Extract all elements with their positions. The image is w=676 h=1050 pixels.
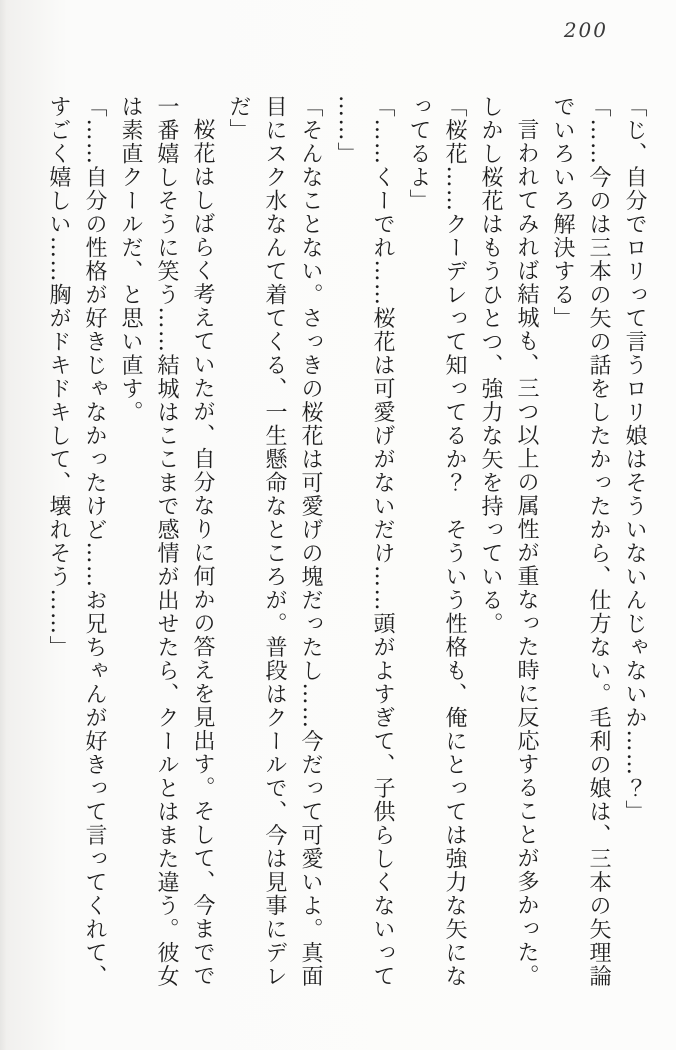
text-line: ってるよ」 <box>406 95 431 213</box>
text-line: すごく嬉しい……胸がドキドキして、壊れそう……」 <box>46 95 71 659</box>
text-line: 「……自分の性格が好きじゃなかったけど……お兄ちゃんが好きって言ってくれて、 <box>82 95 107 988</box>
text-line: 「そんなことない。さっきの桜花は可愛げの塊だったし……今だって可愛いよ。真面 <box>298 95 323 988</box>
text-line: 「じ、自分でロリって言うロリ娘はそういないんじゃないか……？」 <box>622 95 647 824</box>
text-line: ……」 <box>334 95 359 166</box>
text-line: 目にスク水なんて着てくる、一生懸命なところが。普段はクールで、今は見事にデレ <box>262 95 287 988</box>
text-line: 桜花はしばらく考えていたが、自分なりに何かの答えを見出す。そして、今までで <box>190 118 215 988</box>
text-line: 一番嬉しそうに笑う……結城はここまで感情が出せたら、クールとはまた違う。彼女 <box>154 95 179 988</box>
text-line: しかし桜花はもうひとつ、強力な矢を持っている。 <box>478 95 503 636</box>
text-line: 「……くーでれ……桜花は可愛げがないだけ……頭がよすぎて、子供らしくないって <box>370 95 395 988</box>
page-text <box>40 95 652 1017</box>
page-number: 200 <box>563 18 608 42</box>
text-line: だ」 <box>226 95 251 142</box>
text-line: でいろいろ解決する」 <box>550 95 575 330</box>
text-line: は素直クールだ、と思い直す。 <box>118 95 143 424</box>
text-line: 「桜花……クーデレって知ってるか？ そういう性格も、俺にとっては強力な矢にな <box>442 95 467 988</box>
text-line: 「……今のは三本の矢の話をしたかったから、仕方ない。毛利の娘は、三本の矢理論 <box>586 95 611 988</box>
text-line: 言われてみれば結城も、三つ以上の属性が重なった時に反応することが多かった。 <box>514 118 539 988</box>
